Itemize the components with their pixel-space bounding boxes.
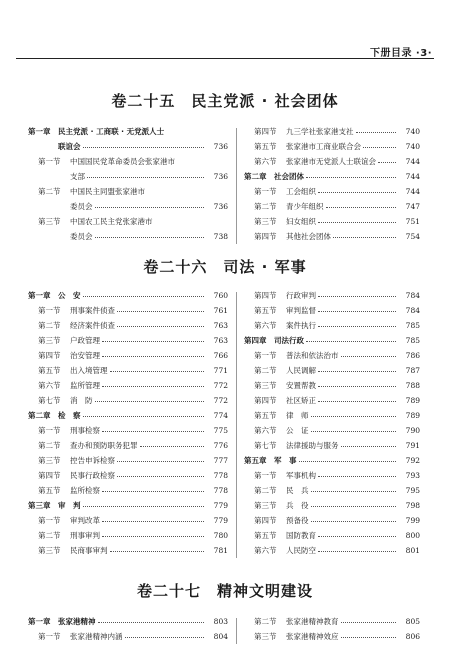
volume-title-27: 卷二十七 精神文明建设 [136, 582, 313, 600]
toc-page-number: 772 [212, 378, 228, 393]
toc-page-number: 788 [404, 378, 420, 393]
toc-page-number: 736 [212, 139, 228, 154]
toc-page-number: 736 [212, 199, 228, 214]
dot-leader [311, 521, 396, 522]
toc-entry-number: 第六节 [254, 546, 277, 555]
toc-section-entry [28, 303, 228, 318]
toc-section-entry [28, 184, 228, 199]
toc-entry-title: 法律援助与服务 [286, 441, 339, 450]
toc-entry-title: 人民调解 [286, 366, 316, 375]
dot-leader [110, 551, 204, 552]
toc-page-number: 778 [212, 483, 228, 498]
dot-leader [318, 401, 396, 402]
toc-entry-number: 第三节 [254, 381, 277, 390]
toc-column-right [244, 288, 420, 558]
dot-leader [341, 637, 396, 638]
toc-entry-number: 第六节 [254, 157, 277, 166]
toc-page-number: 798 [404, 498, 420, 513]
toc-entry-number: 第五节 [254, 531, 277, 540]
toc-section-entry [28, 393, 228, 408]
dot-leader [83, 416, 204, 417]
toc-entry-title: 刑事案件侦查 [70, 306, 115, 315]
toc-section-entry [244, 139, 420, 154]
toc-entry-title: 刑事检察 [70, 426, 100, 435]
toc-section-entry [244, 124, 420, 139]
dot-leader [318, 296, 396, 297]
toc-page-number: 763 [212, 333, 228, 348]
dot-leader [117, 326, 204, 327]
toc-section-entry [28, 378, 228, 393]
toc-entry-number: 第四节 [38, 351, 61, 360]
toc-page-number: 795 [404, 483, 420, 498]
toc-entry-number: 第三节 [254, 632, 277, 641]
toc-column-right [244, 124, 420, 244]
toc-page-number: 771 [212, 363, 228, 378]
toc-entry-number: 第一节 [254, 351, 277, 360]
toc-page-number: 738 [212, 229, 228, 244]
toc-section-entry [28, 423, 228, 438]
toc-entry-number: 第二节 [254, 486, 277, 495]
dot-leader [318, 386, 396, 387]
toc-entry-title: 委员会 [70, 202, 93, 211]
toc-column-right [244, 614, 420, 644]
dot-leader [95, 207, 204, 208]
toc-entry-title: 消 防 [70, 396, 93, 405]
dot-leader [326, 207, 396, 208]
toc-page-number: 763 [212, 318, 228, 333]
toc-section-entry [28, 214, 228, 229]
toc-entry-title: 社会团体 [274, 172, 304, 181]
dot-leader [95, 237, 204, 238]
toc-entry-number: 第二节 [38, 187, 61, 196]
toc-entry-title: 工会组织 [286, 187, 316, 196]
toc-entry-number: 第三节 [38, 456, 61, 465]
dot-leader [117, 461, 204, 462]
dot-leader [102, 431, 204, 432]
dot-leader [117, 476, 204, 477]
toc-entry-number: 第一章 [28, 617, 51, 626]
dot-leader [378, 162, 396, 163]
toc-page-number: 776 [212, 438, 228, 453]
toc-chapter-entry [28, 288, 228, 303]
toc-entry-title: 行政审判 [286, 291, 316, 300]
toc-entry-title: 司法行政 [274, 336, 304, 345]
toc-entry-title: 军事机构 [286, 471, 316, 480]
toc-entry-title: 张家港市无党派人士联谊会 [286, 157, 376, 166]
dot-leader [102, 536, 204, 537]
column-divider [236, 292, 237, 558]
toc-section-entry [28, 229, 228, 244]
toc-entry-title: 经济案件侦查 [70, 321, 115, 330]
toc-entry-number: 第六节 [254, 426, 277, 435]
toc-entry-number: 第三节 [254, 501, 277, 510]
toc-entry-number: 第一节 [38, 516, 61, 525]
toc-chapter-entry [244, 333, 420, 348]
toc-page-number: 744 [404, 169, 420, 184]
dot-leader [341, 446, 396, 447]
toc-section-entry [28, 468, 228, 483]
dot-leader [311, 431, 396, 432]
toc-section-entry [244, 438, 420, 453]
toc-section-entry [244, 214, 420, 229]
dot-leader [318, 476, 396, 477]
toc-page-number: 801 [404, 543, 420, 558]
dot-leader [363, 147, 396, 148]
dot-leader [102, 341, 204, 342]
toc-section-entry [28, 154, 228, 169]
toc-entry-number: 第二节 [38, 321, 61, 330]
toc-entry-number: 第五节 [254, 411, 277, 420]
toc-section-entry [28, 348, 228, 363]
toc-entry-number: 第四节 [254, 396, 277, 405]
toc-entry-title: 民主党派 · 工商联 · 无党派人士 [58, 127, 165, 136]
dot-leader [102, 521, 204, 522]
toc-page-number: 781 [212, 543, 228, 558]
toc-column-left [28, 124, 228, 244]
toc-page-number: 784 [404, 303, 420, 318]
toc-section-entry [244, 393, 420, 408]
toc-page-number: 779 [212, 498, 228, 513]
toc-entry-title: 青少年组织 [286, 202, 324, 211]
toc-page-number: 803 [212, 614, 228, 629]
toc-entry-number: 第三节 [38, 546, 61, 555]
column-divider [236, 128, 237, 244]
toc-entry-title: 张家港精神教育 [286, 617, 339, 626]
toc-page-number: 800 [404, 528, 420, 543]
toc-section-entry [244, 513, 420, 528]
toc-page-number: 747 [404, 199, 420, 214]
toc-page-number: 740 [404, 124, 420, 139]
dot-leader [341, 622, 396, 623]
toc-entry-number: 第一节 [254, 471, 277, 480]
toc-entry-title: 户政管理 [70, 336, 100, 345]
toc-entry-number: 第三章 [28, 501, 51, 510]
toc-entry-title: 联谊会 [58, 142, 81, 151]
dot-leader [140, 446, 204, 447]
toc-page-number: 780 [212, 528, 228, 543]
toc-entry-number: 第一节 [254, 187, 277, 196]
dot-leader [102, 386, 204, 387]
toc-section-entry [28, 199, 228, 214]
toc-entry-number: 第一节 [38, 306, 61, 315]
toc-entry-title: 委员会 [70, 232, 93, 241]
toc-entry-title: 预备役 [286, 516, 309, 525]
toc-entry-title: 国防教育 [286, 531, 316, 540]
dot-leader [102, 356, 204, 357]
toc-chapter-entry [28, 614, 228, 629]
toc-entry-title: 出入境管理 [70, 366, 108, 375]
toc-entry-title: 中国民主同盟张家港市 [70, 187, 145, 196]
toc-page-number: 790 [404, 423, 420, 438]
toc-entry-number: 第二节 [254, 366, 277, 375]
toc-entry-number: 第二章 [244, 172, 267, 181]
toc-entry-number: 第五节 [254, 306, 277, 315]
toc-entry-title: 军 事 [274, 456, 297, 465]
toc-entry-number: 第四节 [254, 232, 277, 241]
toc-section-entry [28, 169, 228, 184]
toc-section-entry [244, 543, 420, 558]
toc-entry-title: 支部 [70, 172, 85, 181]
page-header-title: 下册目录 ·3· [369, 48, 432, 59]
toc-page-number: 736 [212, 169, 228, 184]
toc-entry-number: 第五节 [38, 486, 61, 495]
dot-leader [318, 222, 396, 223]
toc-entry-title: 律 师 [286, 411, 309, 420]
toc-chapter-entry [28, 124, 228, 139]
toc-entry-title: 公 安 [58, 291, 81, 300]
dot-leader [299, 461, 396, 462]
toc-column-left [28, 288, 228, 558]
toc-entry-number: 第六节 [38, 381, 61, 390]
dot-leader [311, 506, 396, 507]
toc-entry-title: 监所检察 [70, 486, 100, 495]
toc-section-entry [244, 629, 420, 644]
dot-leader [311, 416, 396, 417]
toc-entry-number: 第一节 [38, 426, 61, 435]
toc-entry-number: 第五章 [244, 456, 267, 465]
toc-page-number: 793 [404, 468, 420, 483]
toc-section-entry [28, 528, 228, 543]
dot-leader [318, 551, 396, 552]
toc-entry-number: 第四节 [254, 127, 277, 136]
toc-page-number: 754 [404, 229, 420, 244]
toc-page-number: 744 [404, 184, 420, 199]
toc-entry-title: 审 判 [58, 501, 81, 510]
toc-section-entry [28, 333, 228, 348]
dot-leader [318, 536, 396, 537]
toc-entry-title: 张家港市工商业联合会 [286, 142, 361, 151]
toc-entry-title: 九三学社张家港支社 [286, 127, 354, 136]
toc-section-entry [28, 543, 228, 558]
toc-page-number: 760 [212, 288, 228, 303]
toc-section-entry [244, 303, 420, 318]
toc-section-entry [244, 468, 420, 483]
toc-entry-title: 张家港精神 [58, 617, 96, 626]
toc-section-entry [244, 408, 420, 423]
toc-entry-number: 第七节 [38, 396, 61, 405]
toc-entry-number: 第六节 [254, 321, 277, 330]
toc-page-number: 751 [404, 214, 420, 229]
toc-page-number: 744 [404, 154, 420, 169]
toc-chapter-entry [244, 169, 420, 184]
toc-page-number: 789 [404, 393, 420, 408]
dot-leader [311, 491, 396, 492]
toc-section-entry [28, 438, 228, 453]
dot-leader [83, 147, 204, 148]
toc-entry-title: 审判改革 [70, 516, 100, 525]
column-divider [236, 618, 237, 644]
page-header [0, 0, 450, 64]
toc-page-number: 786 [404, 348, 420, 363]
toc-entry-title: 监所管理 [70, 381, 100, 390]
dot-leader [318, 326, 396, 327]
dot-leader [95, 401, 204, 402]
toc-section-entry [244, 288, 420, 303]
volume-title-26: 卷二十六 司法 · 军事 [143, 258, 307, 276]
toc-entry-title: 民商事审判 [70, 546, 108, 555]
toc-page-number: 785 [404, 318, 420, 333]
toc-column-left [28, 614, 228, 644]
toc-entry-number: 第一章 [28, 127, 51, 136]
dot-leader [87, 177, 204, 178]
toc-entry-title: 刑事审判 [70, 531, 100, 540]
toc-entry-number: 第五节 [38, 366, 61, 375]
toc-entry-title: 审判监督 [286, 306, 316, 315]
toc-section-entry [244, 154, 420, 169]
toc-entry-title: 人民防空 [286, 546, 316, 555]
toc-entry-title: 中国国民党革命委员会张家港市 [70, 157, 175, 166]
toc-page-number: 791 [404, 438, 420, 453]
toc-page-number: 792 [404, 453, 420, 468]
volume-title-25: 卷二十五 民主党派 · 社会团体 [111, 92, 339, 110]
toc-section-entry [244, 378, 420, 393]
toc-page-number: 761 [212, 303, 228, 318]
dot-leader [318, 311, 396, 312]
toc-entry-title: 妇女组织 [286, 217, 316, 226]
toc-entry-number: 第四章 [244, 336, 267, 345]
toc-entry-number: 第四节 [254, 516, 277, 525]
toc-section-entry [244, 348, 420, 363]
toc-section-entry [244, 318, 420, 333]
toc-page-number: 774 [212, 408, 228, 423]
dot-leader [356, 132, 396, 133]
dot-leader [306, 177, 396, 178]
toc-section-entry [244, 423, 420, 438]
toc-section-entry [28, 483, 228, 498]
dot-leader [125, 637, 204, 638]
dot-leader [306, 341, 396, 342]
toc-entry-title: 张家港精神内涵 [70, 632, 123, 641]
toc-section-entry [244, 528, 420, 543]
toc-page-number: 784 [404, 288, 420, 303]
toc-entry-title: 中国农工民主党张家港市 [70, 217, 153, 226]
toc-chapter-entry [28, 498, 228, 513]
toc-page-number: 785 [404, 333, 420, 348]
dot-leader [117, 311, 204, 312]
toc-section-entry [244, 498, 420, 513]
toc-entry-title: 治安管理 [70, 351, 100, 360]
toc-page-number: 775 [212, 423, 228, 438]
toc-entry-number: 第四节 [38, 471, 61, 480]
toc-section-entry [244, 199, 420, 214]
toc-entry-number: 第三节 [38, 217, 61, 226]
toc-section-entry [244, 363, 420, 378]
toc-section-entry [28, 513, 228, 528]
toc-section-entry [244, 229, 420, 244]
toc-section-entry [28, 453, 228, 468]
toc-entry-title: 兵 役 [286, 501, 309, 510]
toc-page-number: 778 [212, 468, 228, 483]
toc-entry-number: 第三节 [38, 336, 61, 345]
toc-entry-title: 检 察 [58, 411, 81, 420]
toc-entry-title: 其他社会团体 [286, 232, 331, 241]
toc-entry-title: 张家港精神效应 [286, 632, 339, 641]
toc-chapter-entry [28, 139, 228, 154]
toc-entry-number: 第二节 [254, 617, 277, 626]
toc-entry-title: 民事行政检察 [70, 471, 115, 480]
toc-entry-number: 第三节 [254, 217, 277, 226]
toc-page-number: 740 [404, 139, 420, 154]
dot-leader [98, 622, 204, 623]
header-rule [16, 58, 434, 59]
toc-page-number: 787 [404, 363, 420, 378]
toc-section-entry [244, 184, 420, 199]
toc-entry-number: 第七节 [254, 441, 277, 450]
dot-leader [341, 356, 396, 357]
toc-page-number: 799 [404, 513, 420, 528]
toc-section-entry [28, 318, 228, 333]
dot-leader [110, 371, 204, 372]
dot-leader [318, 371, 396, 372]
toc-entry-title: 社区矫正 [286, 396, 316, 405]
toc-entry-title: 民 兵 [286, 486, 309, 495]
toc-entry-number: 第二节 [38, 441, 61, 450]
toc-section-entry [28, 363, 228, 378]
toc-entry-title: 案件执行 [286, 321, 316, 330]
toc-chapter-entry [28, 408, 228, 423]
toc-section-entry [244, 483, 420, 498]
toc-section-entry [28, 629, 228, 644]
toc-entry-number: 第二节 [38, 531, 61, 540]
toc-page-number: 805 [404, 614, 420, 629]
toc-page-number: 777 [212, 453, 228, 468]
toc-page-number: 779 [212, 513, 228, 528]
toc-entry-number: 第二章 [28, 411, 51, 420]
toc-entry-number: 第一节 [38, 157, 61, 166]
dot-leader [318, 192, 396, 193]
toc-entry-title: 控告申诉检察 [70, 456, 115, 465]
toc-entry-number: 第五节 [254, 142, 277, 151]
toc-entry-title: 公 证 [286, 426, 309, 435]
dot-leader [83, 506, 204, 507]
toc-page-number: 806 [404, 629, 420, 644]
dot-leader [333, 237, 396, 238]
toc-page-number: 804 [212, 629, 228, 644]
toc-entry-title: 查办和预防职务犯罪 [70, 441, 138, 450]
dot-leader [102, 491, 204, 492]
toc-entry-number: 第一章 [28, 291, 51, 300]
toc-page-number: 766 [212, 348, 228, 363]
toc-page-number: 772 [212, 393, 228, 408]
toc-entry-number: 第四节 [254, 291, 277, 300]
toc-chapter-entry [244, 453, 420, 468]
toc-page-number: 789 [404, 408, 420, 423]
toc-entry-title: 安置帮教 [286, 381, 316, 390]
toc-entry-title: 普法和依法治市 [286, 351, 339, 360]
dot-leader [83, 296, 204, 297]
toc-entry-number: 第一节 [38, 632, 61, 641]
toc-entry-number: 第二节 [254, 202, 277, 211]
toc-section-entry [244, 614, 420, 629]
